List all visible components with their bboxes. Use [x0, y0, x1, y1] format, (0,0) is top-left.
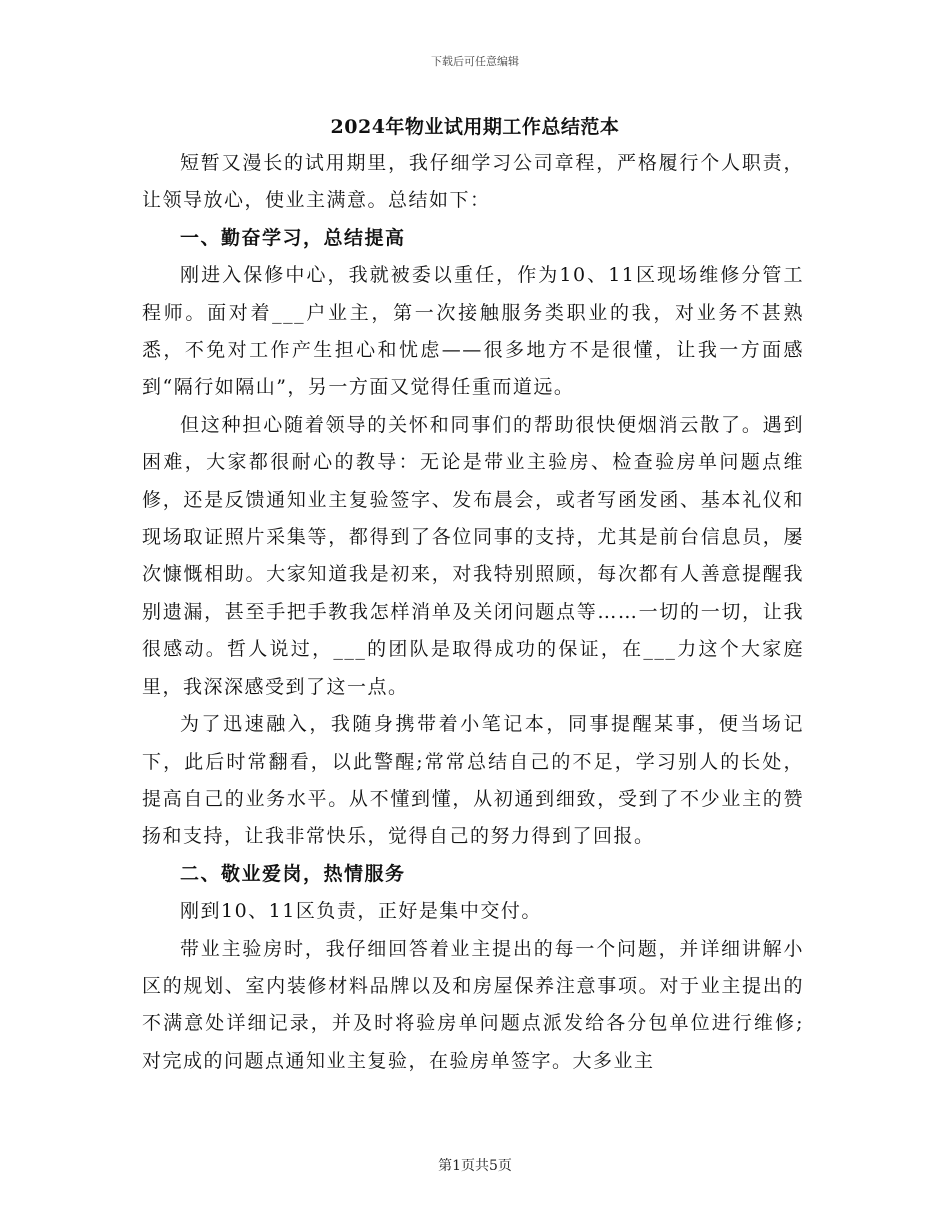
body-paragraph: 刚到10、11区负责，正好是集中交付。	[180, 900, 542, 923]
section-heading-1: 一、勤奋学习，总结提高	[180, 226, 406, 249]
section-heading-2: 二、敬业爱岗，热情服务	[180, 862, 406, 885]
body-paragraph: 为了迅速融入，我随身携带着小笔记本，同事提醒某事，便当场记下，此后时常翻看，以此警醒;常常总结自己的不足，学习别人的长处，提高自己的业务水平。从不懂到懂，从初通到细致，受到了不少业主的赞扬和支持，让我非常快乐，觉得自己的努力得到了回报。	[142, 713, 804, 848]
document-title: 2024年物业试用期工作总结范本	[330, 116, 620, 138]
intro-paragraph: 短暂又漫长的试用期里，我仔细学习公司章程，严格履行个人职责，让领导放心，使业主满意。总结如下：	[142, 152, 804, 212]
body-paragraph: 刚进入保修中心，我就被委以重任，作为10、11区现场维修分管工程师。面对着___户业主，第一次接触服务类职业的我，对业务不甚熟悉，不免对工作产生担心和忧虑——很多地方不是很懂，让我一方面感到“隔行如隔山”，另一方面又觉得任重而道远。	[142, 264, 804, 399]
document-body	[142, 145, 804, 1080]
body-paragraph: 但这种担心随着领导的关怀和同事们的帮助很快便烟消云散了。遇到困难，大家都很耐心的教导：无论是带业主验房、检查验房单问题点维修，还是反馈通知业主复验签字、发布晨会，或者写函发函、基本礼仪和现场取证照片采集等，都得到了各位同事的支持，尤其是前台信息员，屡次慷慨相助。大家知道我是初来，对我特别照顾，每次都有人善意提醒我别遗漏，甚至手把手教我怎样消单及关闭问题点等……一切的一切，让我很感动。哲人说过，___的团队是取得成功的保证，在___力这个大家庭里，我深深感受到了这一点。	[142, 413, 804, 698]
body-paragraph: 带业主验房时，我仔细回答着业主提出的每一个问题，并详细讲解小区的规划、室内装修材料品牌以及和房屋保养注意事项。对于业主提出的不满意处详细记录，并及时将验房单问题点派发给各分包单位进行维修;对完成的问题点通知业主复验，在验房单签字。大多业主	[142, 937, 804, 1072]
page-header-note: 下载后可任意编辑	[431, 55, 519, 68]
page-number-footer: 第1页共5页	[438, 1158, 512, 1174]
